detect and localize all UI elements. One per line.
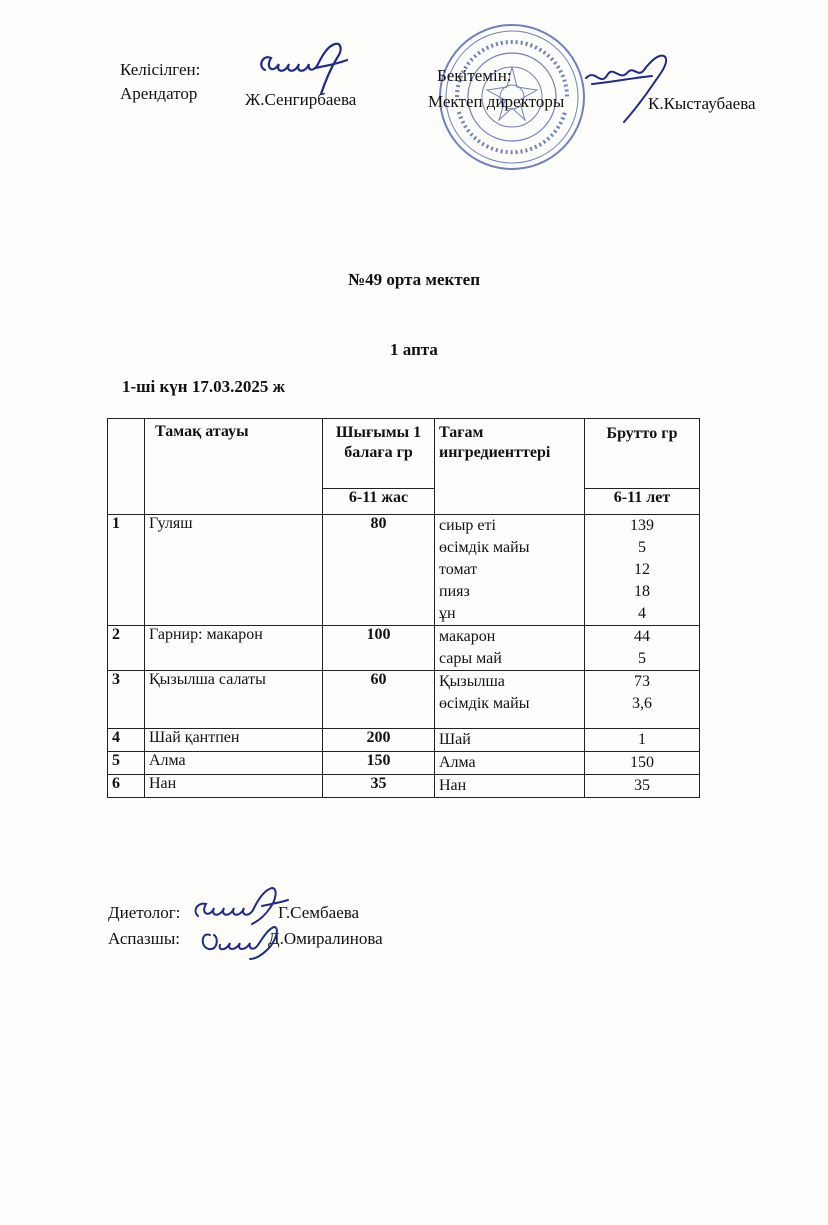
ingredient: сиыр еті — [439, 517, 496, 534]
gross-value: 35 — [634, 777, 650, 794]
gross-value: 44 — [634, 628, 650, 645]
gross-value: 12 — [634, 561, 650, 578]
gross-value: 73 — [634, 673, 650, 690]
dish-name: Қызылша салаты — [145, 671, 323, 729]
gross-value: 3,6 — [632, 695, 652, 712]
table-header-row — [108, 419, 700, 489]
school-title: №49 орта мектеп — [348, 270, 480, 289]
dish-gross — [585, 515, 700, 626]
header-ingredients: Тағам ингредиенттері — [435, 419, 585, 515]
dish-gross — [585, 729, 700, 752]
row-number: 4 — [108, 729, 145, 752]
dish-name: Гарнир: макарон — [145, 626, 323, 671]
ingredient: өсімдік майы — [439, 695, 530, 712]
dish-ingredients — [435, 626, 585, 671]
gross-value: 139 — [630, 517, 654, 534]
ingredient: пияз — [439, 583, 470, 600]
dish-yield: 80 — [323, 515, 435, 626]
row-number: 2 — [108, 626, 145, 671]
dish-gross — [585, 775, 700, 798]
dietitian-name: Г.Сембаева — [278, 903, 360, 922]
header-number — [108, 419, 145, 515]
tenant-signature — [255, 38, 355, 98]
header-gross: Брутто гр — [585, 419, 700, 489]
dish-name: Гуляш — [145, 515, 323, 626]
dish-yield: 200 — [323, 729, 435, 752]
approve-role: Мектеп директоры — [428, 92, 565, 111]
gross-value: 150 — [630, 754, 654, 771]
dish-gross — [585, 671, 700, 729]
approval-role: Арендатор — [120, 84, 198, 103]
row-number: 3 — [108, 671, 145, 729]
dish-ingredients — [435, 752, 585, 775]
dish-ingredients — [435, 515, 585, 626]
table-row — [108, 626, 700, 671]
approval-label: Келісілген: — [120, 60, 201, 79]
ingredient: сары май — [439, 650, 502, 667]
dish-gross — [585, 626, 700, 671]
row-number: 5 — [108, 752, 145, 775]
dish-ingredients — [435, 775, 585, 798]
dish-yield: 150 — [323, 752, 435, 775]
header-name: Тамақ атауы — [145, 419, 323, 515]
table-row — [108, 775, 700, 798]
gross-value: 18 — [634, 583, 650, 600]
approve-label: Бекітемін: — [437, 66, 512, 85]
director-signature — [582, 48, 672, 128]
dish-yield: 35 — [323, 775, 435, 798]
menu-table — [107, 418, 700, 798]
ingredient: томат — [439, 561, 478, 578]
dish-ingredients — [435, 729, 585, 752]
row-number: 1 — [108, 515, 145, 626]
ingredient: Нан — [439, 777, 467, 794]
dish-yield: 100 — [323, 626, 435, 671]
gross-value: 4 — [638, 605, 646, 622]
ingredient: ұн — [439, 605, 456, 622]
cook-name: Д.Омиралинова — [268, 929, 383, 948]
week-title: 1 апта — [390, 340, 438, 359]
gross-value: 5 — [638, 650, 646, 667]
cook-signature — [196, 915, 286, 960]
gross-value: 1 — [638, 731, 646, 748]
header-gross-age: 6-11 лет — [585, 489, 700, 515]
dietitian-label: Диетолог: — [108, 903, 181, 922]
ingredient: Алма — [439, 754, 476, 771]
row-number: 6 — [108, 775, 145, 798]
ingredient: Қызылша — [439, 673, 505, 690]
table-row — [108, 729, 700, 752]
gross-value: 5 — [638, 539, 646, 556]
table-row — [108, 515, 700, 626]
dish-yield: 60 — [323, 671, 435, 729]
dish-gross — [585, 752, 700, 775]
header-yield-age: 6-11 жас — [323, 489, 435, 515]
table-row — [108, 671, 700, 729]
dish-name: Шай қантпен — [145, 729, 323, 752]
day-date: 1-ші күн 17.03.2025 ж — [122, 377, 285, 396]
dish-name: Нан — [145, 775, 323, 798]
approval-name: Ж.Сенгирбаева — [245, 90, 357, 109]
dish-ingredients — [435, 671, 585, 729]
ingredient: Шай — [439, 731, 471, 748]
ingredient: өсімдік майы — [439, 539, 530, 556]
dish-name: Алма — [145, 752, 323, 775]
table-row — [108, 752, 700, 775]
ingredient: макарон — [439, 628, 496, 645]
header-yield: Шығымы 1 балаға гр — [323, 419, 435, 489]
approve-name: К.Кыстаубаева — [648, 94, 756, 113]
cook-label: Аспазшы: — [108, 929, 180, 948]
